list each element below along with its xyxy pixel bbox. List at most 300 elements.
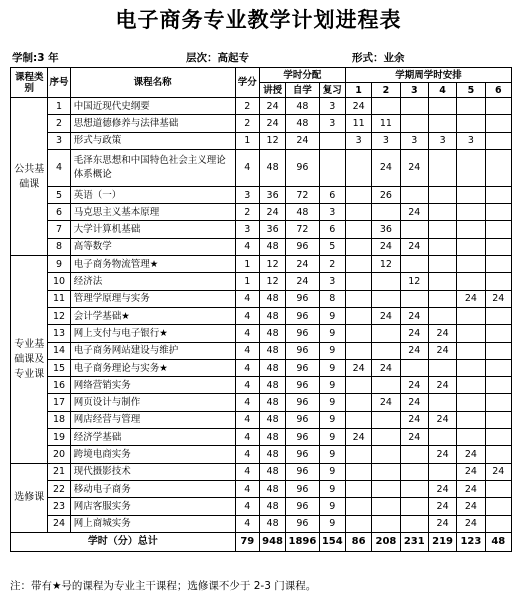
course-name: 网页设计与制作: [70, 394, 235, 411]
course-semester-hours: [372, 411, 400, 428]
course-semester-hours: [372, 515, 400, 532]
course-row: [11, 394, 512, 411]
course-semester-hours: [457, 273, 485, 290]
course-semester-hours: 24: [372, 359, 400, 376]
course-seq: 19: [48, 429, 70, 446]
course-self-study-hours: 24: [286, 256, 319, 273]
course-lecture-hours: 48: [259, 325, 285, 342]
course-semester-hours: 24: [400, 149, 428, 186]
course-lecture-hours: 48: [259, 149, 285, 186]
course-semester-hours: [372, 342, 400, 359]
course-semester-hours: [400, 446, 428, 463]
total-semester: 208: [372, 532, 400, 551]
course-semester-hours: 12: [400, 273, 428, 290]
course-credit: 4: [235, 342, 259, 359]
course-semester-hours: [485, 221, 511, 238]
course-review-hours: 3: [319, 273, 345, 290]
course-semester-hours: [457, 307, 485, 324]
course-credit: 3: [235, 186, 259, 203]
course-credit: 4: [235, 290, 259, 307]
course-semester-hours: [400, 290, 428, 307]
course-credit: 4: [235, 377, 259, 394]
course-review-hours: 9: [319, 480, 345, 497]
course-self-study-hours: 72: [286, 186, 319, 203]
course-lecture-hours: 24: [259, 98, 285, 115]
course-semester-hours: [345, 186, 371, 203]
total-self-study: 1896: [286, 532, 319, 551]
course-semester-hours: [457, 342, 485, 359]
course-seq: 21: [48, 463, 70, 480]
course-semester-hours: [428, 290, 456, 307]
course-semester-hours: [372, 498, 400, 515]
course-lecture-hours: 48: [259, 290, 285, 307]
course-semester-hours: 24: [457, 290, 485, 307]
header-review: 复习: [319, 83, 345, 98]
course-name: 现代摄影技术: [70, 463, 235, 480]
course-credit: 2: [235, 204, 259, 221]
course-semester-hours: 3: [345, 132, 371, 149]
course-seq: 14: [48, 342, 70, 359]
course-credit: 4: [235, 149, 259, 186]
course-semester-hours: [457, 204, 485, 221]
course-lecture-hours: 48: [259, 498, 285, 515]
course-seq: 1: [48, 98, 70, 115]
total-lecture: 948: [259, 532, 285, 551]
course-semester-hours: [485, 256, 511, 273]
course-semester-hours: 24: [428, 325, 456, 342]
header-semester: 5: [457, 83, 485, 98]
course-row: [11, 446, 512, 463]
header-seq: 序号: [48, 68, 70, 98]
course-name: 思想道德修养与法律基础: [70, 115, 235, 132]
course-semester-hours: [457, 359, 485, 376]
course-semester-hours: [345, 221, 371, 238]
total-semester: 219: [428, 532, 456, 551]
course-credit: 4: [235, 515, 259, 532]
course-semester-hours: [428, 186, 456, 203]
header-credit: 学分: [235, 68, 259, 98]
course-semester-hours: 24: [372, 394, 400, 411]
course-semester-hours: [345, 290, 371, 307]
course-semester-hours: 24: [428, 446, 456, 463]
course-semester-hours: [485, 411, 511, 428]
course-review-hours: 9: [319, 359, 345, 376]
course-semester-hours: [428, 238, 456, 255]
course-lecture-hours: 48: [259, 411, 285, 428]
course-semester-hours: [485, 98, 511, 115]
course-semester-hours: 24: [457, 446, 485, 463]
course-seq: 4: [48, 149, 70, 186]
course-name: 高等数学: [70, 238, 235, 255]
course-credit: 4: [235, 429, 259, 446]
course-semester-hours: [400, 463, 428, 480]
course-semester-hours: [457, 115, 485, 132]
total-semester: 86: [345, 532, 371, 551]
course-semester-hours: 24: [485, 463, 511, 480]
course-semester-hours: [345, 149, 371, 186]
course-semester-hours: [428, 429, 456, 446]
course-self-study-hours: 96: [286, 149, 319, 186]
course-lecture-hours: 48: [259, 480, 285, 497]
course-semester-hours: [485, 377, 511, 394]
footnote: 注：带有★号的课程为专业主干课程；选修课不少于 2-3 门课程。: [10, 580, 317, 592]
course-semester-hours: [345, 480, 371, 497]
course-self-study-hours: 48: [286, 204, 319, 221]
course-self-study-hours: 96: [286, 480, 319, 497]
course-semester-hours: 24: [400, 429, 428, 446]
course-semester-hours: [457, 98, 485, 115]
course-semester-hours: [400, 256, 428, 273]
course-semester-hours: [345, 446, 371, 463]
header-hours-group: 学时分配: [259, 68, 345, 83]
total-semester: 123: [457, 532, 485, 551]
course-seq: 8: [48, 238, 70, 255]
course-self-study-hours: 96: [286, 238, 319, 255]
course-semester-hours: [372, 325, 400, 342]
course-semester-hours: 24: [372, 238, 400, 255]
course-lecture-hours: 12: [259, 256, 285, 273]
course-credit: 4: [235, 359, 259, 376]
course-review-hours: 6: [319, 186, 345, 203]
course-row: [11, 186, 512, 203]
course-semester-hours: [400, 115, 428, 132]
total-semester: 48: [485, 532, 511, 551]
course-semester-hours: [485, 204, 511, 221]
course-review-hours: 9: [319, 307, 345, 324]
course-row: [11, 98, 512, 115]
course-semester-hours: [428, 359, 456, 376]
course-semester-hours: 24: [428, 480, 456, 497]
course-row: [11, 359, 512, 376]
course-semester-hours: [428, 115, 456, 132]
course-semester-hours: [485, 325, 511, 342]
course-semester-hours: [428, 307, 456, 324]
course-semester-hours: [372, 429, 400, 446]
course-seq: 6: [48, 204, 70, 221]
course-review-hours: 5: [319, 238, 345, 255]
course-semester-hours: [457, 186, 485, 203]
course-semester-hours: 24: [400, 325, 428, 342]
course-seq: 12: [48, 307, 70, 324]
course-row: [11, 204, 512, 221]
course-row: [11, 377, 512, 394]
header-self-study: 自学: [286, 83, 319, 98]
course-seq: 24: [48, 515, 70, 532]
total-row: [11, 532, 512, 551]
course-review-hours: 9: [319, 411, 345, 428]
course-semester-hours: [485, 394, 511, 411]
course-self-study-hours: 96: [286, 377, 319, 394]
course-credit: 4: [235, 480, 259, 497]
course-row: [11, 221, 512, 238]
course-self-study-hours: 24: [286, 273, 319, 290]
course-semester-hours: 3: [372, 132, 400, 149]
course-semester-hours: [428, 204, 456, 221]
course-credit: 2: [235, 115, 259, 132]
course-self-study-hours: 96: [286, 342, 319, 359]
course-semester-hours: 24: [372, 307, 400, 324]
course-semester-hours: [485, 446, 511, 463]
course-semester-hours: [400, 186, 428, 203]
course-row: [11, 480, 512, 497]
course-name: 毛泽东思想和中国特色社会主义理论体系概论: [70, 149, 235, 186]
course-seq: 10: [48, 273, 70, 290]
course-lecture-hours: 48: [259, 515, 285, 532]
course-semester-hours: 24: [400, 204, 428, 221]
course-semester-hours: [485, 238, 511, 255]
course-semester-hours: [345, 515, 371, 532]
course-row: [11, 115, 512, 132]
course-semester-hours: 24: [400, 342, 428, 359]
course-lecture-hours: 24: [259, 204, 285, 221]
course-name: 电子商务物流管理★: [70, 256, 235, 273]
course-review-hours: [319, 132, 345, 149]
form-label: 形式：业余: [352, 52, 405, 64]
course-semester-hours: [428, 221, 456, 238]
course-name: 网络营销实务: [70, 377, 235, 394]
course-credit: 4: [235, 394, 259, 411]
course-self-study-hours: 96: [286, 290, 319, 307]
course-semester-hours: [485, 359, 511, 376]
course-review-hours: 9: [319, 498, 345, 515]
course-semester-hours: 24: [457, 498, 485, 515]
course-semester-hours: [485, 186, 511, 203]
course-semester-hours: 24: [345, 359, 371, 376]
course-semester-hours: [345, 204, 371, 221]
course-semester-hours: [485, 498, 511, 515]
course-semester-hours: [372, 290, 400, 307]
course-review-hours: 9: [319, 325, 345, 342]
total-label: 学时（分）总计: [11, 532, 236, 551]
course-semester-hours: [372, 98, 400, 115]
course-semester-hours: 3: [428, 132, 456, 149]
course-semester-hours: 24: [428, 411, 456, 428]
header-semester: 3: [400, 83, 428, 98]
total-credit: 79: [235, 532, 259, 551]
course-semester-hours: 3: [400, 132, 428, 149]
course-name: 移动电子商务: [70, 480, 235, 497]
course-semester-hours: 24: [428, 342, 456, 359]
course-lecture-hours: 36: [259, 186, 285, 203]
course-self-study-hours: 96: [286, 498, 319, 515]
course-seq: 16: [48, 377, 70, 394]
page-title: 电子商务专业教学计划进程表: [115, 8, 402, 32]
course-semester-hours: [428, 394, 456, 411]
course-semester-hours: [372, 204, 400, 221]
course-semester-hours: [485, 429, 511, 446]
course-row: [11, 132, 512, 149]
course-row: [11, 342, 512, 359]
course-review-hours: 6: [319, 221, 345, 238]
course-credit: 4: [235, 446, 259, 463]
course-semester-hours: [400, 221, 428, 238]
course-semester-hours: [345, 256, 371, 273]
course-semester-hours: [400, 515, 428, 532]
course-lecture-hours: 48: [259, 429, 285, 446]
course-semester-hours: [428, 98, 456, 115]
course-name: 形式与政策: [70, 132, 235, 149]
course-seq: 18: [48, 411, 70, 428]
course-name: 网店客服实务: [70, 498, 235, 515]
course-credit: 4: [235, 238, 259, 255]
course-row: [11, 290, 512, 307]
course-row: [11, 325, 512, 342]
course-credit: 4: [235, 307, 259, 324]
category-public: 公共基础课: [11, 98, 48, 256]
course-self-study-hours: 96: [286, 359, 319, 376]
course-semester-hours: [400, 359, 428, 376]
course-semester-hours: 24: [457, 463, 485, 480]
course-name: 电子商务网站建设与维护: [70, 342, 235, 359]
course-credit: 1: [235, 273, 259, 290]
course-semester-hours: [457, 411, 485, 428]
course-row: [11, 307, 512, 324]
course-review-hours: 9: [319, 394, 345, 411]
course-semester-hours: [345, 307, 371, 324]
course-row: [11, 429, 512, 446]
course-credit: 2: [235, 98, 259, 115]
course-name: 会计学基础★: [70, 307, 235, 324]
course-seq: 3: [48, 132, 70, 149]
course-row: [11, 273, 512, 290]
course-self-study-hours: 72: [286, 221, 319, 238]
course-semester-hours: [400, 480, 428, 497]
header-semester: 4: [428, 83, 456, 98]
course-semester-hours: [485, 115, 511, 132]
course-review-hours: 9: [319, 429, 345, 446]
course-semester-hours: 24: [345, 429, 371, 446]
course-review-hours: 3: [319, 98, 345, 115]
course-semester-hours: [345, 394, 371, 411]
course-self-study-hours: 96: [286, 325, 319, 342]
course-semester-hours: [457, 429, 485, 446]
course-semester-hours: [457, 149, 485, 186]
category-major: 专业基础课及专业课: [11, 256, 48, 464]
total-review: 154: [319, 532, 345, 551]
course-semester-hours: [345, 342, 371, 359]
course-seq: 20: [48, 446, 70, 463]
course-semester-hours: 24: [400, 411, 428, 428]
course-name: 跨境电商实务: [70, 446, 235, 463]
course-name: 英语（一）: [70, 186, 235, 203]
course-lecture-hours: 12: [259, 132, 285, 149]
course-semester-hours: [372, 273, 400, 290]
course-semester-hours: [345, 238, 371, 255]
course-lecture-hours: 24: [259, 115, 285, 132]
course-semester-hours: 24: [345, 98, 371, 115]
course-lecture-hours: 48: [259, 238, 285, 255]
course-name: 网上支付与电子银行★: [70, 325, 235, 342]
course-row: [11, 515, 512, 532]
course-review-hours: 9: [319, 377, 345, 394]
course-credit: 4: [235, 325, 259, 342]
course-semester-hours: [485, 342, 511, 359]
header-schedule-group: 学期周学时安排: [345, 68, 511, 83]
course-row: [11, 238, 512, 255]
header-lecture: 讲授: [259, 83, 285, 98]
course-name: 电子商务理论与实务★: [70, 359, 235, 376]
course-credit: 1: [235, 256, 259, 273]
level-label: 层次：高起专: [186, 52, 249, 64]
header-semester: 6: [485, 83, 511, 98]
course-name: 网店经营与管理: [70, 411, 235, 428]
course-semester-hours: [345, 411, 371, 428]
course-seq: 2: [48, 115, 70, 132]
course-semester-hours: [345, 273, 371, 290]
course-semester-hours: [485, 273, 511, 290]
course-row: [11, 256, 512, 273]
course-credit: 1: [235, 132, 259, 149]
course-self-study-hours: 96: [286, 429, 319, 446]
course-seq: 11: [48, 290, 70, 307]
course-semester-hours: 12: [372, 256, 400, 273]
course-name: 管理学原理与实务: [70, 290, 235, 307]
course-semester-hours: [485, 307, 511, 324]
course-semester-hours: [345, 325, 371, 342]
course-row: [11, 498, 512, 515]
course-seq: 22: [48, 480, 70, 497]
course-self-study-hours: 48: [286, 98, 319, 115]
course-review-hours: 9: [319, 463, 345, 480]
course-semester-hours: [428, 149, 456, 186]
course-semester-hours: [400, 98, 428, 115]
course-semester-hours: 24: [457, 515, 485, 532]
course-self-study-hours: 96: [286, 515, 319, 532]
course-semester-hours: [457, 377, 485, 394]
course-lecture-hours: 48: [259, 463, 285, 480]
course-row: [11, 463, 512, 480]
course-semester-hours: [457, 256, 485, 273]
header-semester: 2: [372, 83, 400, 98]
course-seq: 7: [48, 221, 70, 238]
course-semester-hours: [372, 377, 400, 394]
course-row: [11, 411, 512, 428]
course-semester-hours: [457, 238, 485, 255]
course-semester-hours: 24: [428, 377, 456, 394]
header-category: 课程类别: [11, 68, 48, 98]
course-lecture-hours: 48: [259, 377, 285, 394]
course-semester-hours: 24: [400, 307, 428, 324]
curriculum-table: [10, 67, 512, 552]
course-semester-hours: [372, 446, 400, 463]
course-semester-hours: 36: [372, 221, 400, 238]
course-semester-hours: [345, 498, 371, 515]
duration-label: 学制:3 年: [12, 52, 59, 64]
course-seq: 23: [48, 498, 70, 515]
course-semester-hours: 24: [457, 480, 485, 497]
course-lecture-hours: 48: [259, 342, 285, 359]
course-lecture-hours: 12: [259, 273, 285, 290]
course-credit: 3: [235, 221, 259, 238]
course-semester-hours: [457, 221, 485, 238]
course-review-hours: 9: [319, 342, 345, 359]
course-name: 中国近现代史纲要: [70, 98, 235, 115]
course-semester-hours: 24: [400, 238, 428, 255]
course-lecture-hours: 48: [259, 394, 285, 411]
course-semester-hours: [428, 463, 456, 480]
course-semester-hours: 11: [345, 115, 371, 132]
course-self-study-hours: 96: [286, 463, 319, 480]
course-semester-hours: [457, 325, 485, 342]
course-semester-hours: 24: [485, 290, 511, 307]
course-review-hours: 8: [319, 290, 345, 307]
course-lecture-hours: 36: [259, 221, 285, 238]
course-lecture-hours: 48: [259, 446, 285, 463]
category-elective: 选修课: [11, 463, 48, 532]
course-review-hours: 9: [319, 446, 345, 463]
course-semester-hours: 24: [400, 377, 428, 394]
course-semester-hours: 24: [428, 498, 456, 515]
